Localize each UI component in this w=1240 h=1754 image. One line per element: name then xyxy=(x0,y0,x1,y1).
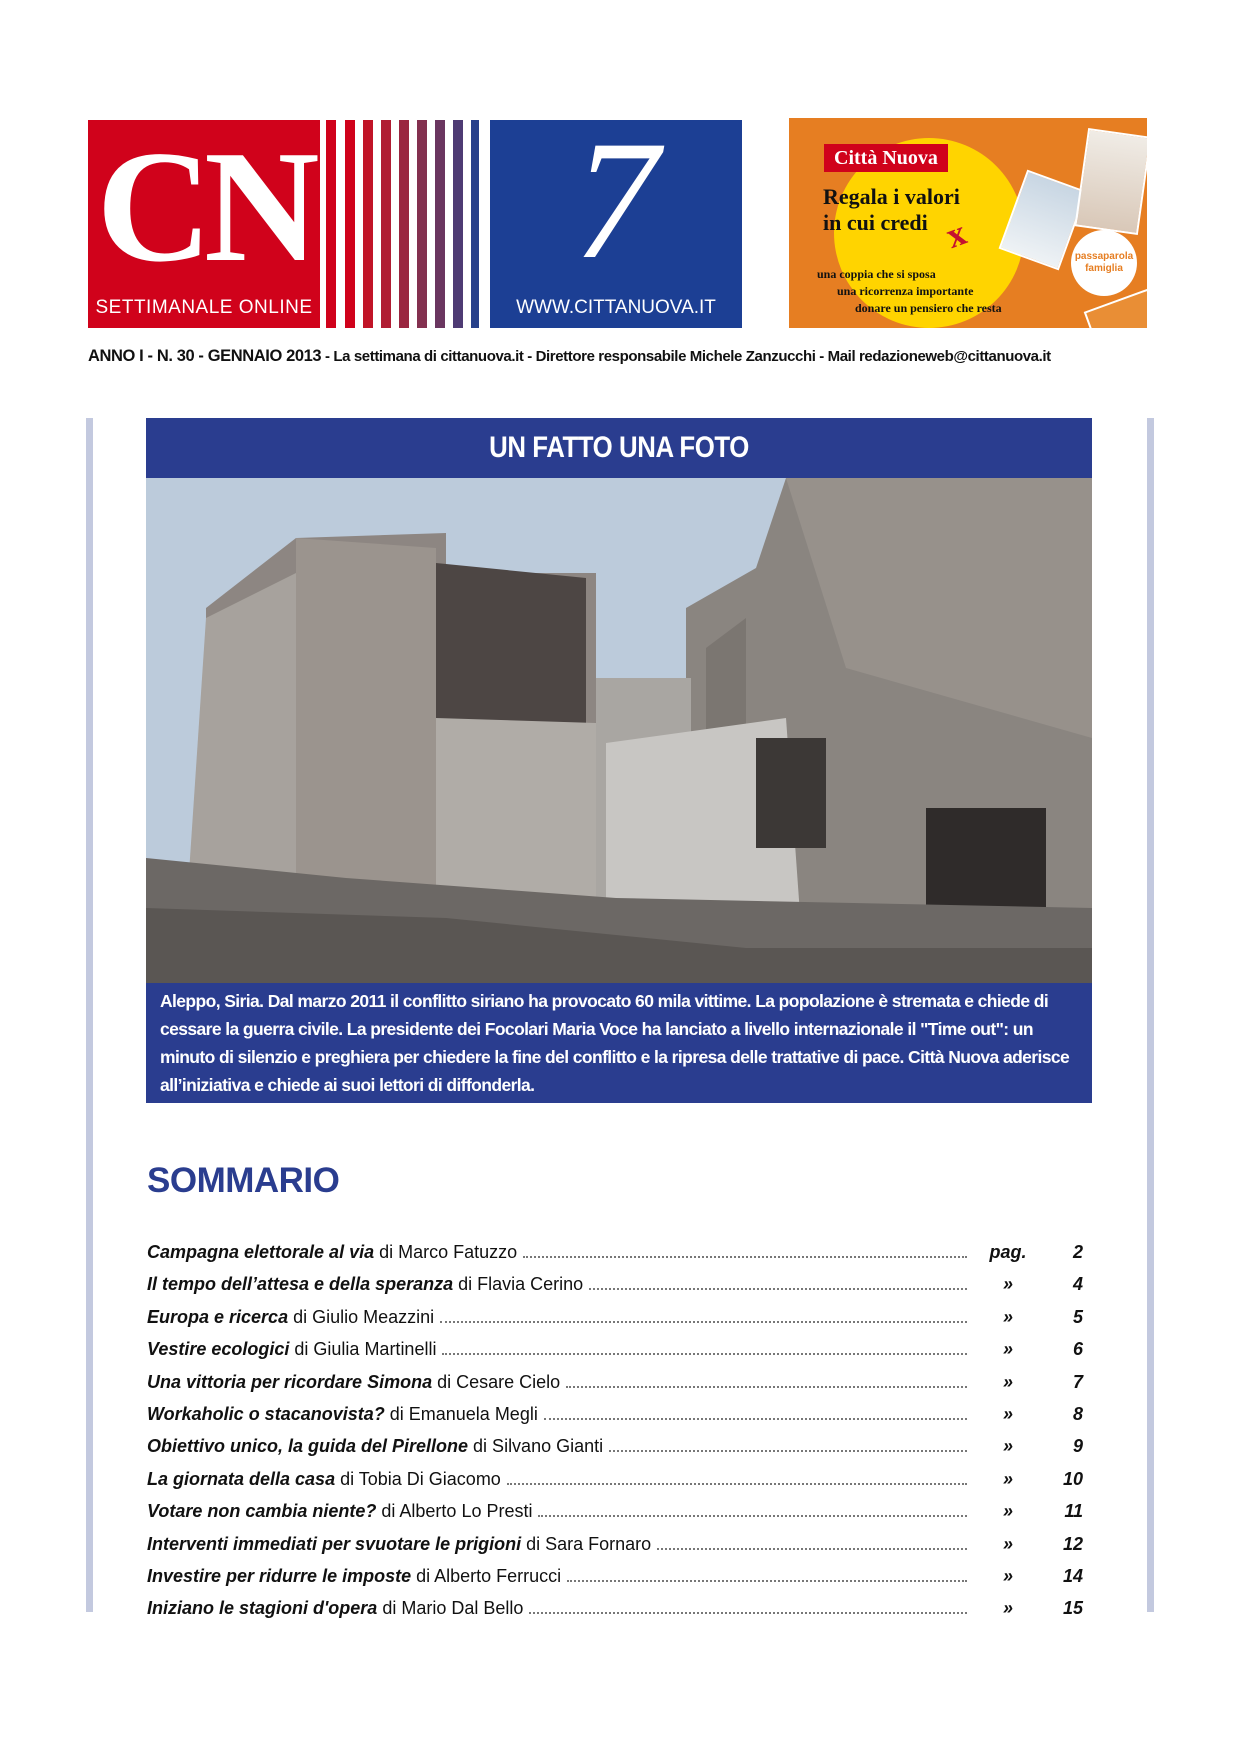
ad-brand-logo: Città Nuova xyxy=(824,144,948,172)
toc-page-label: » xyxy=(1002,1339,1013,1360)
ad-taglines xyxy=(817,266,1002,317)
toc-entry[interactable] xyxy=(147,1268,1087,1300)
toc-entry-title[interactable]: Obiettivo unico, la guida del Pirellone xyxy=(147,1436,469,1457)
toc-entry-author: di Giulia Martinelli xyxy=(294,1339,437,1360)
logo-letters: CN xyxy=(96,120,312,295)
toc-page-label: » xyxy=(1002,1371,1013,1392)
stripe-decoration xyxy=(417,120,427,328)
dot-leader xyxy=(589,1288,967,1290)
toc-page-label: » xyxy=(1002,1468,1013,1489)
dot-leader xyxy=(566,1386,967,1388)
dot-leader xyxy=(567,1580,967,1582)
toc-entry[interactable] xyxy=(147,1301,1087,1333)
toc-entry-author: di Cesare Cielo xyxy=(437,1371,561,1392)
photo-caption: Aleppo, Siria. Dal marzo 2011 il conflitto siriano ha provocato 60 mila vittime. La popolazione è stremata e chiede di cessare la guerra civile. La presidente dei Focolari Maria Voce ha lanciato a livello internazionale il "Time out": un minuto di silenzio e preghiera per chiedere la fine del conflitto e la ripresa delle trattative di pace. Città Nuova aderisce all’iniziativa e chiede ai suoi lettori di diffonderla. xyxy=(146,983,1092,1103)
stripe-decoration xyxy=(363,120,373,328)
right-rule-divider xyxy=(1147,418,1154,1612)
toc-page-number[interactable]: 2 xyxy=(1072,1242,1083,1262)
toc-entry-text xyxy=(147,1430,967,1462)
toc-entry-text xyxy=(147,1560,967,1592)
stripe-decoration xyxy=(326,120,336,328)
dot-leader xyxy=(529,1612,967,1614)
toc-entry-author: di Tobia Di Giacomo xyxy=(340,1468,501,1489)
toc-page-label: » xyxy=(1002,1306,1013,1327)
dot-leader xyxy=(523,1256,967,1258)
dot-leader xyxy=(507,1483,967,1485)
toc-entry-title[interactable]: Europa e ricerca xyxy=(147,1306,289,1327)
website-link[interactable]: WWW.CITTANUOVA.IT xyxy=(516,297,716,318)
stripe-decoration xyxy=(435,120,445,328)
toc-entry-author: di Alberto Ferrucci xyxy=(416,1565,562,1586)
toc-page-number[interactable]: 15 xyxy=(1062,1598,1083,1619)
toc-entry[interactable] xyxy=(147,1528,1087,1560)
toc-entry[interactable] xyxy=(147,1366,1087,1398)
toc-page-label: » xyxy=(1002,1403,1013,1424)
section-title: UN FATTO UNA FOTO xyxy=(489,431,749,464)
toc-page-number[interactable]: 12 xyxy=(1062,1533,1083,1554)
ad-passaparola-badge xyxy=(1071,230,1137,296)
dot-leader xyxy=(609,1450,967,1452)
toc-entry[interactable] xyxy=(147,1398,1087,1430)
toc-page-number[interactable]: 8 xyxy=(1072,1403,1083,1424)
toc-entry-author: di Giulio Meazzini xyxy=(293,1306,435,1327)
toc-entry-title[interactable]: Votare non cambia niente? xyxy=(147,1501,377,1522)
ad-tagline: una ricorrenza importante xyxy=(837,284,974,298)
toc-entry-text xyxy=(147,1463,967,1495)
toc-page-label: » xyxy=(1002,1598,1013,1619)
logo-cn xyxy=(88,120,320,328)
photo-opening xyxy=(756,738,826,848)
toc-entry-author: di Sara Fornaro xyxy=(526,1533,652,1554)
toc-entry-text xyxy=(147,1495,967,1527)
feature-photo xyxy=(146,478,1092,983)
toc-entry-text xyxy=(147,1301,967,1333)
toc-entry[interactable] xyxy=(147,1430,1087,1462)
stripe-decoration xyxy=(345,120,355,328)
toc-page-number[interactable]: 14 xyxy=(1062,1565,1083,1586)
issue-credits: - La settimana di cittanuova.it - Direttore responsabile Michele Zanzucchi - Mail redazioneweb@cittanuova.it xyxy=(325,348,1051,365)
dot-leader xyxy=(440,1321,967,1323)
toc-entry[interactable] xyxy=(147,1560,1087,1592)
ad-tagline: donare un pensiero che resta xyxy=(855,301,1002,315)
toc-entry-title[interactable]: Workaholic o stacanovista? xyxy=(147,1403,385,1424)
toc-entry-author: di Mario Dal Bello xyxy=(382,1598,524,1619)
toc-page-number[interactable]: 6 xyxy=(1072,1339,1083,1360)
toc-page-label: » xyxy=(1002,1274,1013,1295)
toc-page-label: » xyxy=(1002,1565,1013,1586)
dot-leader xyxy=(538,1515,967,1517)
toc-entry-title[interactable]: Iniziano le stagioni d'opera xyxy=(147,1598,378,1619)
toc-page-label: pag. xyxy=(989,1242,1027,1262)
logo-subtitle: SETTIMANALE ONLINE xyxy=(95,297,313,318)
toc-entry[interactable] xyxy=(147,1592,1087,1624)
toc-entry-title[interactable]: Una vittoria per ricordare Simona xyxy=(147,1371,433,1392)
ad-x-mark-icon: x xyxy=(940,212,972,256)
dot-leader xyxy=(442,1353,967,1355)
toc-page-number[interactable]: 7 xyxy=(1072,1371,1083,1392)
toc-entry-text xyxy=(147,1398,967,1430)
ad-headline: Regala i valori in cui credi xyxy=(823,184,960,235)
aleppo-ruins-illustration xyxy=(146,478,1092,983)
toc-entry-title[interactable]: Il tempo dell’attesa e della speranza xyxy=(147,1274,454,1295)
ad-badge-text: passaparola famiglia xyxy=(1074,251,1134,274)
toc-page-number[interactable]: 9 xyxy=(1072,1436,1083,1457)
toc-entry[interactable] xyxy=(147,1495,1087,1527)
issue-identifier: ANNO I - N. 30 - GENNAIO 2013 xyxy=(88,347,322,365)
toc-page-label: » xyxy=(1002,1436,1013,1457)
toc-entry-author: di Silvano Gianti xyxy=(473,1436,604,1457)
table-of-contents xyxy=(147,1236,1087,1625)
toc-entry-author: di Marco Fatuzzo xyxy=(379,1242,518,1262)
section-banner xyxy=(146,418,1092,478)
toc-entry-text xyxy=(147,1268,967,1300)
stripe-decoration xyxy=(381,120,391,328)
toc-entry-author: di Alberto Lo Presti xyxy=(381,1501,533,1522)
issue-number-graphic: 7 xyxy=(573,120,659,294)
stripe-decoration xyxy=(471,120,479,328)
ad-book-cover xyxy=(1074,128,1147,235)
toc-page-number[interactable]: 5 xyxy=(1072,1306,1083,1327)
dot-leader xyxy=(657,1548,967,1550)
toc-entry-text xyxy=(147,1333,967,1365)
toc-entry[interactable] xyxy=(147,1463,1087,1495)
advertisement-banner[interactable] xyxy=(789,118,1147,328)
toc-entry-title[interactable]: Investire per ridurre le imposte xyxy=(147,1565,412,1586)
toc-entry[interactable] xyxy=(147,1236,1087,1268)
toc-page-number[interactable]: 10 xyxy=(1062,1468,1083,1489)
issue-info-line xyxy=(88,346,1168,367)
toc-entry-text xyxy=(147,1366,967,1398)
stripe-decoration xyxy=(453,120,463,328)
toc-entry-author: di Emanuela Megli xyxy=(389,1403,538,1424)
toc-entry-title[interactable]: Vestire ecologici xyxy=(147,1339,290,1360)
toc-entry-text xyxy=(147,1528,967,1560)
issue-number-box xyxy=(490,120,742,328)
toc-entry-title[interactable]: Interventi immediati per svuotare le prigioni xyxy=(147,1533,522,1554)
photo-building xyxy=(296,538,436,898)
stripe-decoration xyxy=(399,120,409,328)
toc-entry-title[interactable]: Campagna elettorale al via xyxy=(147,1242,375,1262)
ad-tagline: una coppia che si sposa xyxy=(817,267,936,281)
dot-leader xyxy=(544,1418,967,1420)
toc-page-label: » xyxy=(1002,1533,1013,1554)
toc-list xyxy=(147,1236,1087,1625)
toc-entry-author: di Flavia Cerino xyxy=(458,1274,584,1295)
toc-heading: SOMMARIO xyxy=(147,1161,340,1200)
toc-entry[interactable] xyxy=(147,1333,1087,1365)
left-rule-divider xyxy=(86,418,93,1612)
toc-entry-title[interactable]: La giornata della casa xyxy=(147,1468,336,1489)
toc-entry-text xyxy=(147,1236,967,1268)
toc-page-number[interactable]: 4 xyxy=(1072,1274,1083,1295)
toc-entry-text xyxy=(147,1592,967,1624)
toc-page-number[interactable]: 11 xyxy=(1064,1501,1083,1522)
toc-page-label: » xyxy=(1002,1501,1013,1522)
